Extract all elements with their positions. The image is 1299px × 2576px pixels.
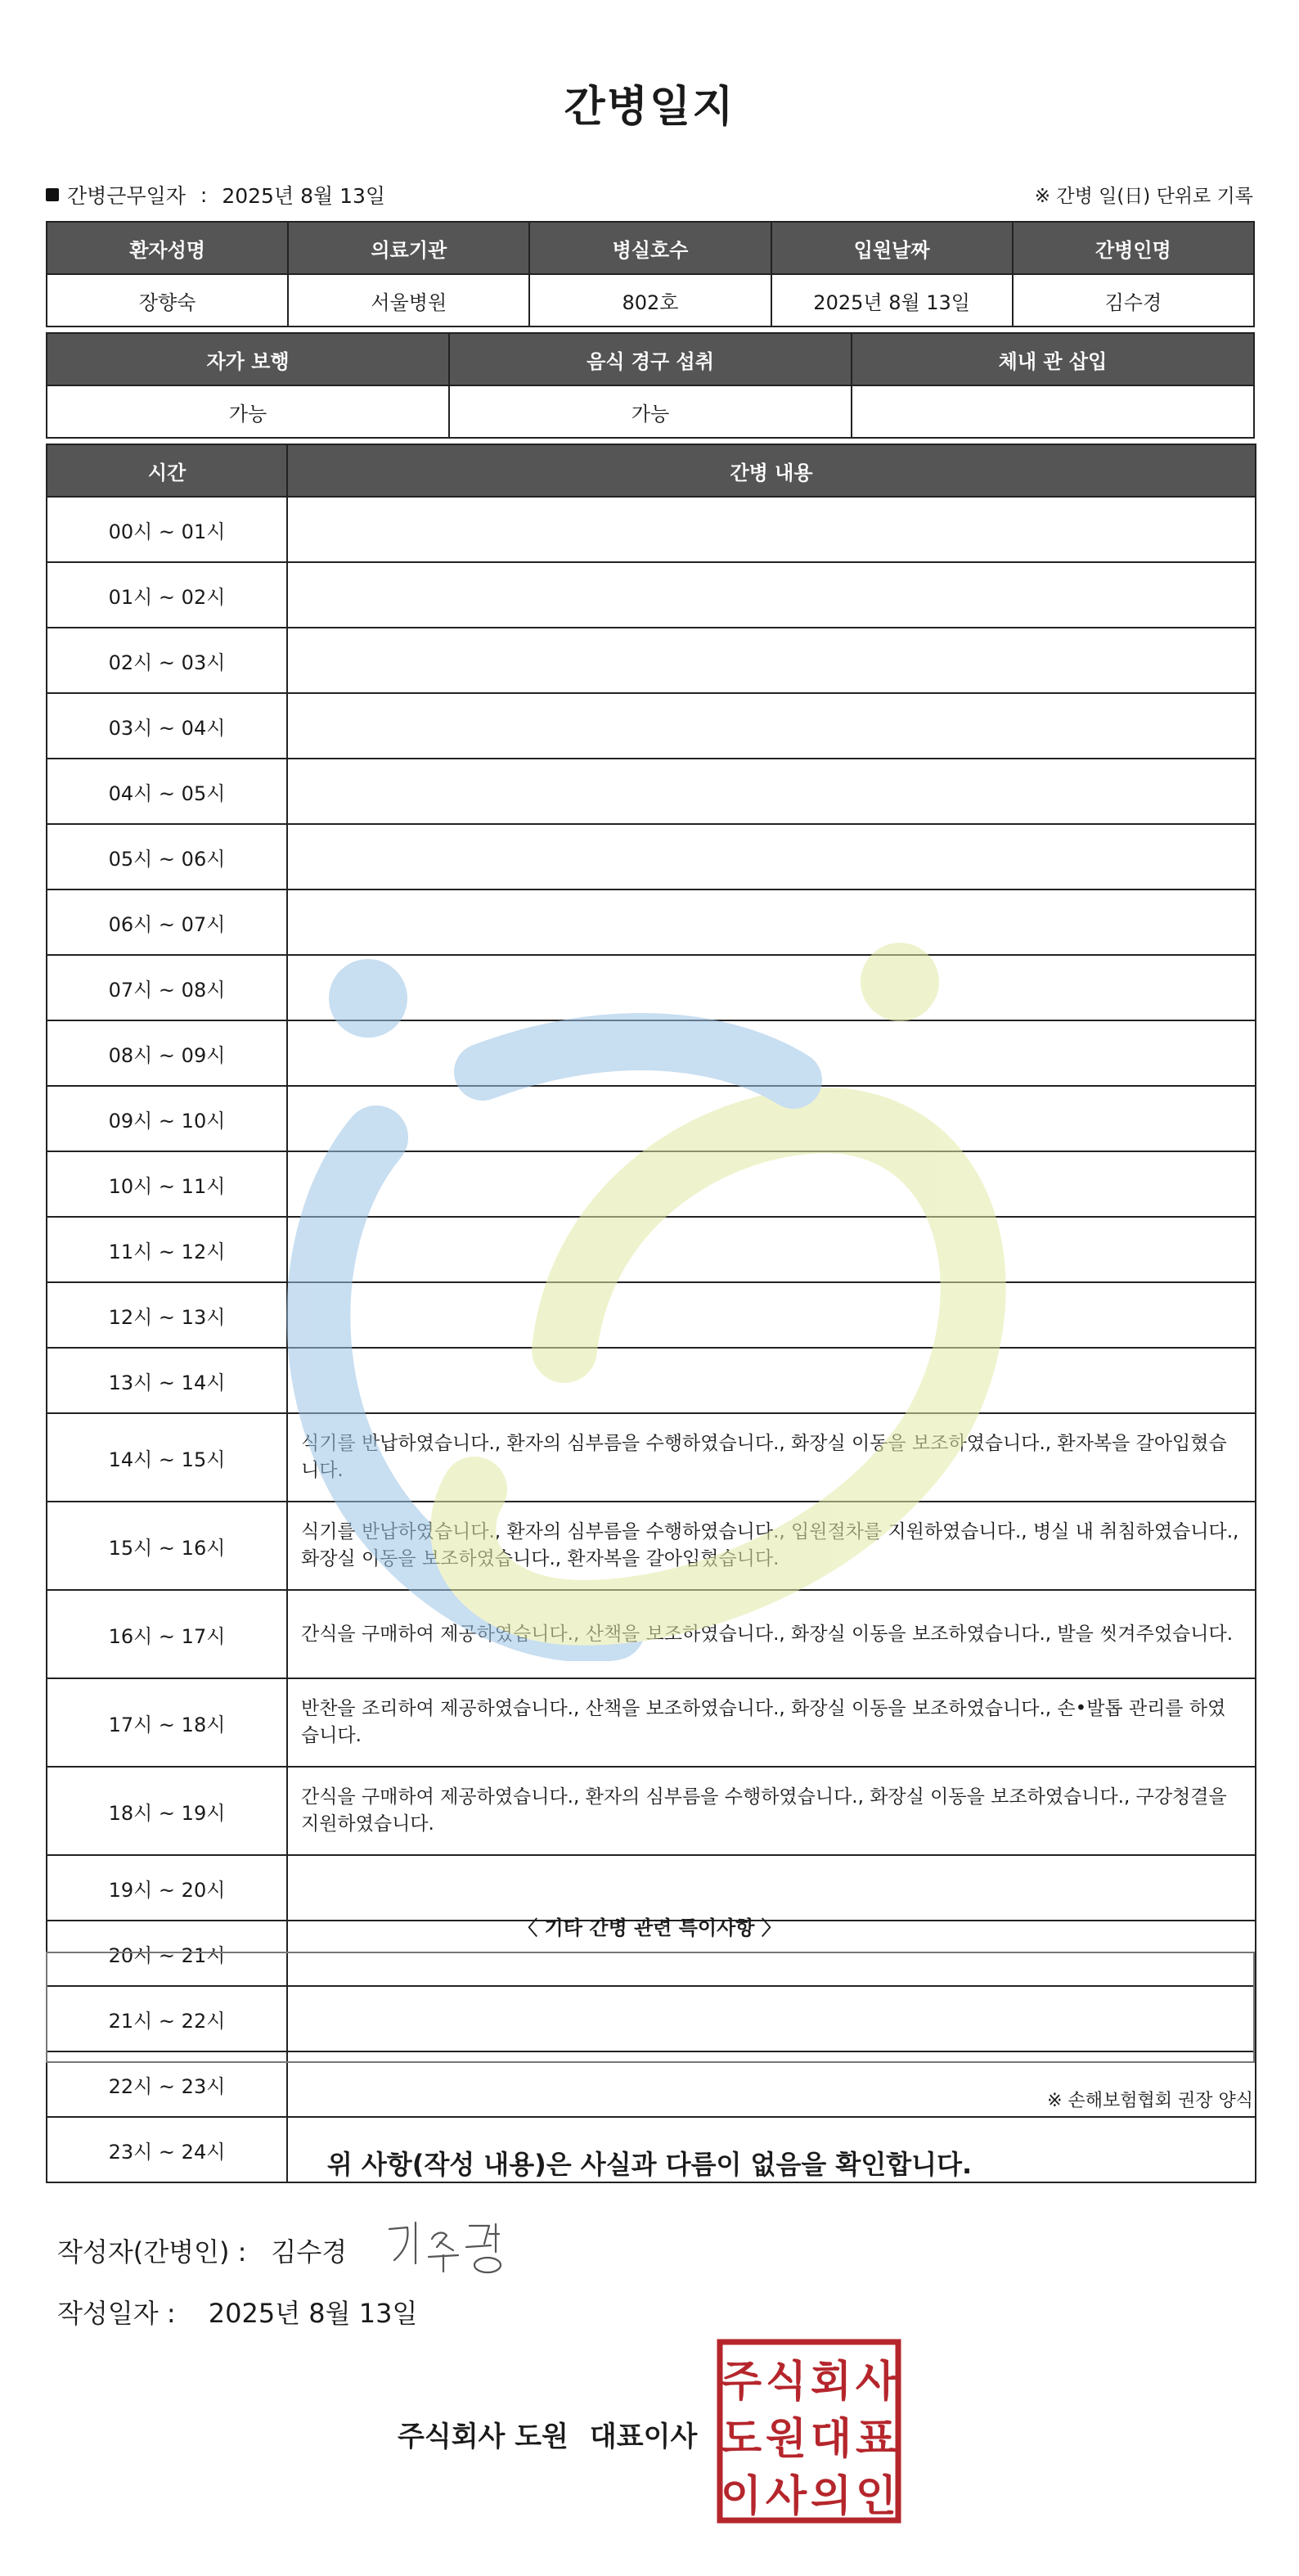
log-time-cell: 04시 ~ 05시 bbox=[47, 759, 287, 824]
work-date-label: 간병근무일자 bbox=[67, 184, 186, 208]
log-time-cell: 09시 ~ 10시 bbox=[47, 1086, 287, 1151]
log-time-cell: 08시 ~ 09시 bbox=[47, 1020, 287, 1086]
log-time-cell: 10시 ~ 11시 bbox=[47, 1151, 287, 1217]
log-time-cell: 07시 ~ 08시 bbox=[47, 955, 287, 1020]
seal-character: 식 bbox=[765, 2358, 807, 2407]
log-time-cell: 17시 ~ 18시 bbox=[47, 1678, 287, 1767]
log-row bbox=[47, 1020, 1256, 1086]
oral-intake-value: 가능 bbox=[449, 385, 852, 438]
log-row bbox=[47, 1151, 1256, 1217]
time-header: 시간 bbox=[47, 444, 287, 497]
log-time-cell: 05시 ~ 06시 bbox=[47, 824, 287, 889]
form-source-note: ※ 손해보험협회 권장 양식 bbox=[1047, 2091, 1253, 2111]
seal-character: 주 bbox=[720, 2358, 762, 2407]
log-row bbox=[47, 1767, 1256, 1855]
seal-character: 사 bbox=[855, 2358, 897, 2407]
work-date-value: 2025년 8월 13일 bbox=[222, 184, 386, 208]
log-content-cell[interactable]: 간식을 구매하여 제공하였습니다., 환자의 심부름을 수행하였습니다., 화장실 이동을 보조하였습니다., 구강청결을 지원하였습니다. bbox=[287, 1767, 1256, 1855]
log-row bbox=[47, 628, 1256, 693]
writer-line bbox=[57, 2231, 347, 2269]
seal-character: 회 bbox=[810, 2358, 852, 2407]
log-row bbox=[47, 497, 1256, 562]
log-content-cell[interactable] bbox=[287, 1151, 1256, 1217]
writer-label: 작성자(간병인) : bbox=[57, 2236, 247, 2268]
log-content-cell[interactable]: 식기를 반납하였습니다., 환자의 심부름을 수행하였습니다., 입원절차를 지원하였습니다., 병실 내 취침하였습니다., 화장실 이동을 보조하였습니다., 환자복을 갈아입혔습니다. bbox=[287, 1502, 1256, 1590]
log-time-cell: 16시 ~ 17시 bbox=[47, 1590, 287, 1678]
patient-info-header-row bbox=[47, 222, 1254, 274]
log-content-cell[interactable] bbox=[287, 1086, 1256, 1151]
bullet-square-icon bbox=[46, 188, 59, 201]
patient-name-value: 장향숙 bbox=[47, 274, 288, 327]
log-content-cell[interactable] bbox=[287, 1217, 1256, 1282]
log-content-cell[interactable] bbox=[287, 1855, 1256, 1921]
log-time-cell: 15시 ~ 16시 bbox=[47, 1502, 287, 1590]
log-content-cell[interactable] bbox=[287, 628, 1256, 693]
writer-name: 김수경 bbox=[271, 2236, 348, 2268]
log-time-cell: 20시 ~ 21시 bbox=[47, 1921, 287, 1986]
written-date-line bbox=[57, 2293, 417, 2331]
patient-info-table bbox=[46, 221, 1255, 327]
hospital-value: 서울병원 bbox=[288, 274, 529, 327]
company-name: 주식회사 도원 bbox=[398, 2421, 569, 2453]
log-row bbox=[47, 1678, 1256, 1767]
seal-character: 이 bbox=[720, 2472, 762, 2521]
log-time-cell: 14시 ~ 15시 bbox=[47, 1413, 287, 1502]
log-content-cell[interactable] bbox=[287, 889, 1256, 955]
log-time-cell: 02시 ~ 03시 bbox=[47, 628, 287, 693]
admission-date-header: 입원날짜 bbox=[771, 222, 1013, 274]
log-content-cell[interactable] bbox=[287, 497, 1256, 562]
log-row bbox=[47, 1086, 1256, 1151]
log-time-cell: 23시 ~ 24시 bbox=[47, 2117, 287, 2182]
seal-character: 의 bbox=[810, 2472, 852, 2521]
log-content-cell[interactable] bbox=[287, 1348, 1256, 1413]
log-content-cell[interactable] bbox=[287, 562, 1256, 628]
company-seal-stamp bbox=[717, 2339, 901, 2524]
log-header-row bbox=[47, 444, 1256, 497]
caregiver-name-header: 간병인명 bbox=[1013, 222, 1254, 274]
log-content-cell[interactable]: 반찬을 조리하여 제공하였습니다., 산책을 보조하였습니다., 화장실 이동을 보조하였습니다., 손•발톱 관리를 하였습니다. bbox=[287, 1678, 1256, 1767]
log-content-cell[interactable] bbox=[287, 1282, 1256, 1348]
log-content-cell[interactable]: 식기를 반납하였습니다., 환자의 심부름을 수행하였습니다., 화장실 이동을 보조하였습니다., 환자복을 갈아입혔습니다. bbox=[287, 1413, 1256, 1502]
log-time-cell: 00시 ~ 01시 bbox=[47, 497, 287, 562]
notes-title: 〈 기타 간병 관련 특이사항 〉 bbox=[518, 1916, 781, 1939]
log-row bbox=[47, 1348, 1256, 1413]
room-value: 802호 bbox=[529, 274, 771, 327]
admission-date-value: 2025년 8월 13일 bbox=[771, 274, 1013, 327]
tube-insertion-header: 체내 관 삽입 bbox=[852, 333, 1254, 385]
log-time-cell: 21시 ~ 22시 bbox=[47, 1986, 287, 2051]
seal-character: 원 bbox=[765, 2415, 807, 2464]
log-time-cell: 06시 ~ 07시 bbox=[47, 889, 287, 955]
confirmation-statement: 위 사항(작성 내용)은 사실과 다름이 없음을 확인합니다. bbox=[326, 2149, 973, 2180]
log-row bbox=[47, 1413, 1256, 1502]
oral-intake-header: 음식 경구 섭취 bbox=[449, 333, 852, 385]
log-row bbox=[47, 759, 1256, 824]
page-title: 간병일지 bbox=[564, 83, 735, 132]
log-time-cell: 18시 ~ 19시 bbox=[47, 1767, 287, 1855]
log-row bbox=[47, 955, 1256, 1020]
log-content-cell[interactable] bbox=[287, 693, 1256, 759]
log-time-cell: 22시 ~ 23시 bbox=[47, 2051, 287, 2117]
log-time-cell: 03시 ~ 04시 bbox=[47, 693, 287, 759]
tube-insertion-value bbox=[852, 385, 1254, 438]
log-row bbox=[47, 1590, 1256, 1678]
caregiver-name-value: 김수경 bbox=[1013, 274, 1254, 327]
walking-value: 가능 bbox=[47, 385, 449, 438]
hospital-header: 의료기관 bbox=[288, 222, 529, 274]
content-header: 간병 내용 bbox=[287, 444, 1256, 497]
written-date-label: 작성일자 : bbox=[57, 2298, 176, 2329]
log-time-cell: 19시 ~ 20시 bbox=[47, 1855, 287, 1921]
log-row bbox=[47, 1855, 1256, 1921]
log-content-cell[interactable] bbox=[287, 759, 1256, 824]
log-row bbox=[47, 1217, 1256, 1282]
seal-character: 도 bbox=[720, 2415, 762, 2464]
written-date-value: 2025년 8월 13일 bbox=[208, 2298, 418, 2329]
walking-header: 자가 보행 bbox=[47, 333, 449, 385]
seal-character: 표 bbox=[855, 2415, 897, 2464]
company-role: 대표이사 bbox=[589, 2421, 698, 2453]
patient-ability-table bbox=[46, 332, 1255, 439]
ability-header-row bbox=[47, 333, 1254, 385]
log-content-cell[interactable] bbox=[287, 955, 1256, 1020]
seal-character: 사 bbox=[765, 2472, 807, 2521]
company-signature-line bbox=[398, 2414, 697, 2454]
log-time-cell: 13시 ~ 14시 bbox=[47, 1348, 287, 1413]
log-time-cell: 11시 ~ 12시 bbox=[47, 1217, 287, 1282]
log-row bbox=[47, 824, 1256, 889]
log-row bbox=[47, 889, 1256, 955]
seal-character: 인 bbox=[855, 2472, 897, 2521]
log-row bbox=[47, 1502, 1256, 1590]
seal-character: 대 bbox=[810, 2415, 852, 2464]
patient-name-header: 환자성명 bbox=[47, 222, 288, 274]
handwritten-signature bbox=[383, 2214, 530, 2280]
log-row bbox=[47, 693, 1256, 759]
log-row bbox=[47, 562, 1256, 628]
log-content-cell[interactable] bbox=[287, 1020, 1256, 1086]
work-date-separator: : bbox=[200, 182, 208, 207]
record-note: ※ 간병 일(日) 단위로 기록 bbox=[1034, 186, 1253, 207]
room-header: 병실호수 bbox=[529, 222, 771, 274]
work-date-line bbox=[46, 180, 385, 209]
log-row bbox=[47, 1282, 1256, 1348]
patient-info-value-row bbox=[47, 274, 1254, 327]
log-content-cell[interactable] bbox=[287, 824, 1256, 889]
log-time-cell: 12시 ~ 13시 bbox=[47, 1282, 287, 1348]
notes-box[interactable] bbox=[46, 1952, 1255, 2063]
log-content-cell[interactable]: 간식을 구매하여 제공하였습니다., 산책을 보조하였습니다., 화장실 이동을 보조하였습니다., 발을 씻겨주었습니다. bbox=[287, 1590, 1256, 1678]
ability-value-row bbox=[47, 385, 1254, 438]
log-time-cell: 01시 ~ 02시 bbox=[47, 562, 287, 628]
